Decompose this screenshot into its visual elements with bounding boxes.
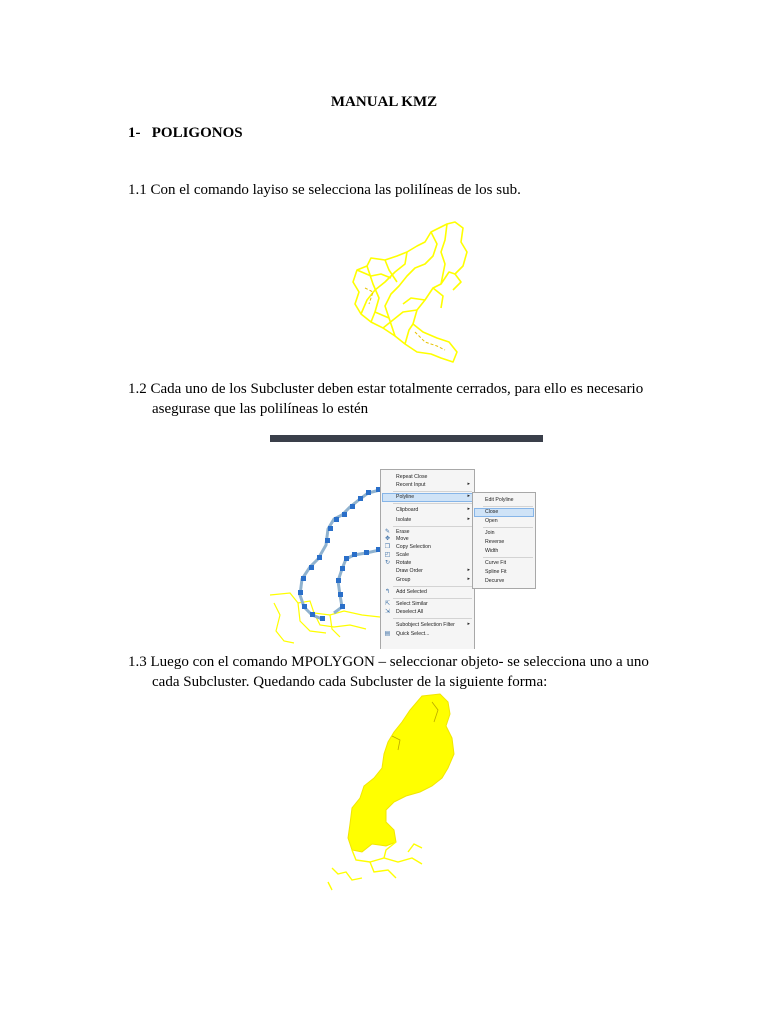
menu-separator — [393, 618, 472, 619]
polyline-submenu — [472, 492, 536, 589]
menu-separator — [393, 503, 472, 504]
move-icon: ✥ — [384, 536, 391, 542]
submenu-item-decurve[interactable]: Decurve — [485, 578, 505, 584]
submenu-arrow-icon: ▸ — [467, 621, 470, 627]
menu-separator — [483, 527, 533, 528]
submenu-item-curve-fit[interactable]: Curve Fit — [485, 560, 507, 566]
menu-item-isolate[interactable]: Isolate — [396, 517, 412, 523]
menu-separator — [393, 598, 472, 599]
step-1-3-line2: cada Subcluster. Quedando cada Subcluster de la siguiente forma: — [152, 674, 548, 690]
menu-item-polyline[interactable]: Polyline — [396, 494, 415, 500]
deselect-icon: ⇲ — [384, 609, 391, 615]
menu-item-add-selected[interactable]: Add Selected — [396, 589, 427, 595]
menu-item-clipboard[interactable]: Clipboard — [396, 507, 419, 513]
step-1-1-text: 1.1 Con el comando layiso se selecciona las polilíneas de los sub. — [128, 182, 521, 198]
submenu-highlight — [474, 508, 534, 517]
submenu-item-join[interactable]: Join — [485, 530, 495, 536]
quick-select-icon: ▤ — [384, 631, 391, 637]
menu-separator — [393, 491, 472, 492]
add-selected-icon: ↰ — [384, 589, 391, 595]
rotate-icon: ↻ — [384, 560, 391, 566]
submenu-arrow-icon: ▸ — [467, 506, 470, 512]
submenu-item-open[interactable]: Open — [485, 518, 498, 524]
menu-separator — [483, 557, 533, 558]
filled-polygon-figure — [322, 692, 490, 892]
section-number: 1- — [128, 125, 141, 141]
erase-icon: ✎ — [384, 529, 391, 535]
scale-icon: ◰ — [384, 552, 391, 558]
step-1-2-line2: asegurase que las polilíneas lo estén — [152, 401, 369, 417]
menu-item-copy-selection[interactable]: Copy Selection — [396, 544, 431, 550]
select-similar-icon: ⇱ — [384, 601, 391, 607]
submenu-item-spline-fit[interactable]: Spline Fit — [485, 569, 507, 575]
submenu-arrow-icon: ▸ — [467, 516, 470, 522]
menu-item-move[interactable]: Move — [396, 536, 409, 542]
menu-item-quick-select[interactable]: Quick Select... — [396, 631, 430, 637]
menu-separator — [483, 506, 533, 507]
menu-item-scale[interactable]: Scale — [396, 552, 409, 558]
menu-item-repeat-close[interactable]: Repeat Close — [396, 474, 428, 480]
menu-item-subobject-filter[interactable]: Subobject Selection Filter — [396, 622, 455, 628]
context-menu-screenshot — [270, 435, 543, 649]
polylines-outline-figure — [345, 212, 495, 364]
step-1-3-line1: 1.3 Luego con el comando MPOLYGON – seleccionar objeto- se selecciona uno a uno — [128, 654, 649, 670]
submenu-arrow-icon: ▸ — [467, 576, 470, 582]
copy-icon: ❐ — [384, 544, 391, 550]
menu-item-select-similar[interactable]: Select Similar — [396, 601, 428, 607]
menu-item-rotate[interactable]: Rotate — [396, 560, 412, 566]
submenu-item-edit-polyline[interactable]: Edit Polyline — [485, 497, 514, 503]
section-title: POLIGONOS — [151, 125, 243, 141]
submenu-arrow-icon: ▸ — [467, 567, 470, 573]
submenu-item-close[interactable]: Close — [485, 509, 499, 515]
filled-subcluster — [348, 694, 454, 852]
menu-item-draw-order[interactable]: Draw Order — [396, 568, 423, 574]
context-menu — [380, 469, 475, 649]
outline-main — [353, 222, 467, 362]
submenu-item-width[interactable]: Width — [485, 548, 499, 554]
menu-item-recent-input[interactable]: Recent Input — [396, 482, 426, 488]
menu-item-group[interactable]: Group — [396, 577, 411, 583]
page-title: MANUAL KMZ — [330, 94, 438, 110]
submenu-arrow-icon: ▸ — [467, 481, 470, 487]
menu-separator — [393, 586, 472, 587]
submenu-arrow-icon: ▸ — [467, 493, 470, 499]
menu-separator — [393, 526, 472, 527]
menu-item-erase[interactable]: Erase — [396, 529, 410, 535]
submenu-item-reverse[interactable]: Reverse — [485, 539, 505, 545]
step-1-2-line1: 1.2 Cada uno de los Subcluster deben estar totalmente cerrados, para ello es necesario — [128, 381, 644, 397]
menu-item-deselect-all[interactable]: Deselect All — [396, 609, 424, 615]
section-heading — [128, 123, 243, 143]
